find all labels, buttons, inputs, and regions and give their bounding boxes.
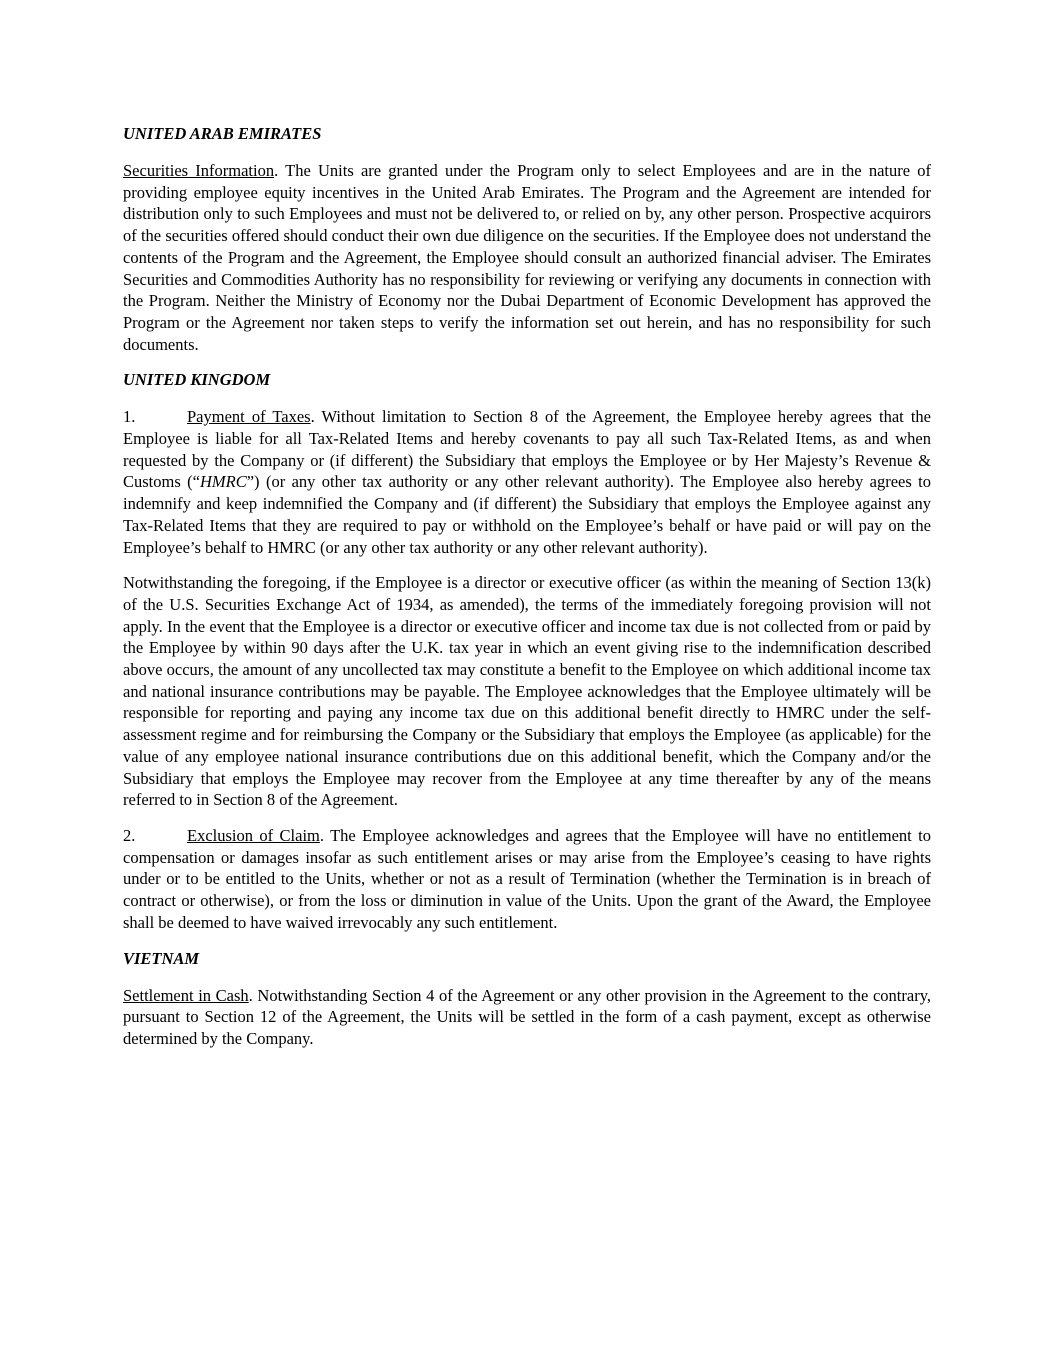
paragraph-lead-underlined: Settlement in Cash [123, 985, 249, 1005]
paragraph-body-text: . The Units are granted under the Program only to select Employees and are in the nature of providing employee equity incentives in the United Arab Emirates. The Program and the Agreement are intended for distribution only to such Employees and must not be delivered to, or relied on by, any other person. Prospective acquirors of the securities offered should conduct their own due diligence on the securities. If the Employee does not understand the contents of the Program and the Agreement, the Employee should consult an authorized financial adviser. The Emirates Securities and Commodities Authority has no responsibility for reviewing or verifying any documents in connection with the Program. Neither the Ministry of Economy nor the Dubai Department of Economic Development has approved the Program or the Agreement nor taken steps to verify the information set out herein, and has no responsibility for such documents. [123, 161, 931, 354]
section-heading-united-arab-emirates: UNITED ARAB EMIRATES [123, 124, 322, 143]
inline-italic-hmrc: HMRC [199, 472, 247, 492]
paragraph-vietnam-settlement-in-cash [123, 985, 931, 1050]
section-heading-vietnam: VIETNAM [123, 948, 200, 968]
paragraph-lead-underlined: Payment of Taxes [187, 407, 311, 427]
list-number: 2. [123, 825, 136, 845]
paragraph-uk-payment-of-taxes [123, 406, 931, 558]
list-number: 1. [123, 407, 136, 427]
section-heading-united-kingdom: UNITED KINGDOM [123, 370, 271, 390]
paragraph-lead-underlined: Exclusion of Claim [187, 825, 320, 845]
paragraph-uk-notwithstanding: Notwithstanding the foregoing, if the Employee is a director or executive officer (as within the meaning of Section 13(k) of the U.S. Securities Exchange Act of 1934, as amended), the terms of the immediately foregoing provision will not apply. In the event that the Employee is a director or executive officer and income tax due is not collected from or paid by the Employee by within 90 days after the U.K. tax year in which an event giving rise to the indemnification described above occurs, the amount of any uncollected tax may constitute a benefit to the Employee on which additional income tax and national insurance contributions may be payable. The Employee acknowledges that the Employee ultimately will be responsible for reporting and paying any income tax due on this additional benefit directly to HMRC under the self-assessment regime and for reimbursing the Company or the Subsidiary that employs the Employee (as applicable) for the value of any employee national insurance contributions due on this additional benefit, which the Company and/or the Subsidiary that employs the Employee may recover from the Employee at any time thereafter by any of the means referred to in Section 8 of the Agreement. [123, 573, 931, 810]
paragraph-body-text: ”) (or any other tax authority or any other relevant authority). The Employee also hereby agrees to indemnify and keep indemnified the Company and (if different) the Subsidiary that employs the Employee against any Tax-Related Items that they are required to pay or withhold on the Employee’s behalf or have paid or will pay on the Employee’s behalf to HMRC (or any other tax authority or any other relevant authority). [123, 472, 931, 557]
paragraph-uk-exclusion-of-claim [123, 825, 931, 934]
paragraph-body-text: . Notwithstanding Section 4 of the Agreement or any other provision in the Agreement to the contrary, pursuant to Section 12 of the Agreement, the Units will be settled in the form of a cash payment, except as otherwise determined by the Company. [123, 985, 931, 1048]
paragraph-uae-securities-information [123, 160, 931, 355]
paragraph-lead-underlined: Securities Information [123, 161, 275, 180]
paragraph-body-text: . Without limitation to Section 8 of the Agreement, the Employee hereby agrees that the Employee is liable for all Tax-Related Items and hereby covenants to pay all such Tax-Related Items, as and when requested by the Company or (if different) the Subsidiary that employs the Employee or by Her Majesty’s Revenue & Customs (“ [123, 407, 931, 492]
paragraph-body-text: . The Employee acknowledges and agrees that the Employee will have no entitlement to compensation or damages insofar as such entitlement arises or may arise from the Employee’s ceasing to have rights under or to be entitled to the Units, whether or not as a result of Termination (whether the Termination is in breach of contract or otherwise), or from the loss or diminution in value of the Units. Upon the grant of the Award, the Employee shall be deemed to have waived irrevocably any such entitlement. [123, 825, 932, 932]
